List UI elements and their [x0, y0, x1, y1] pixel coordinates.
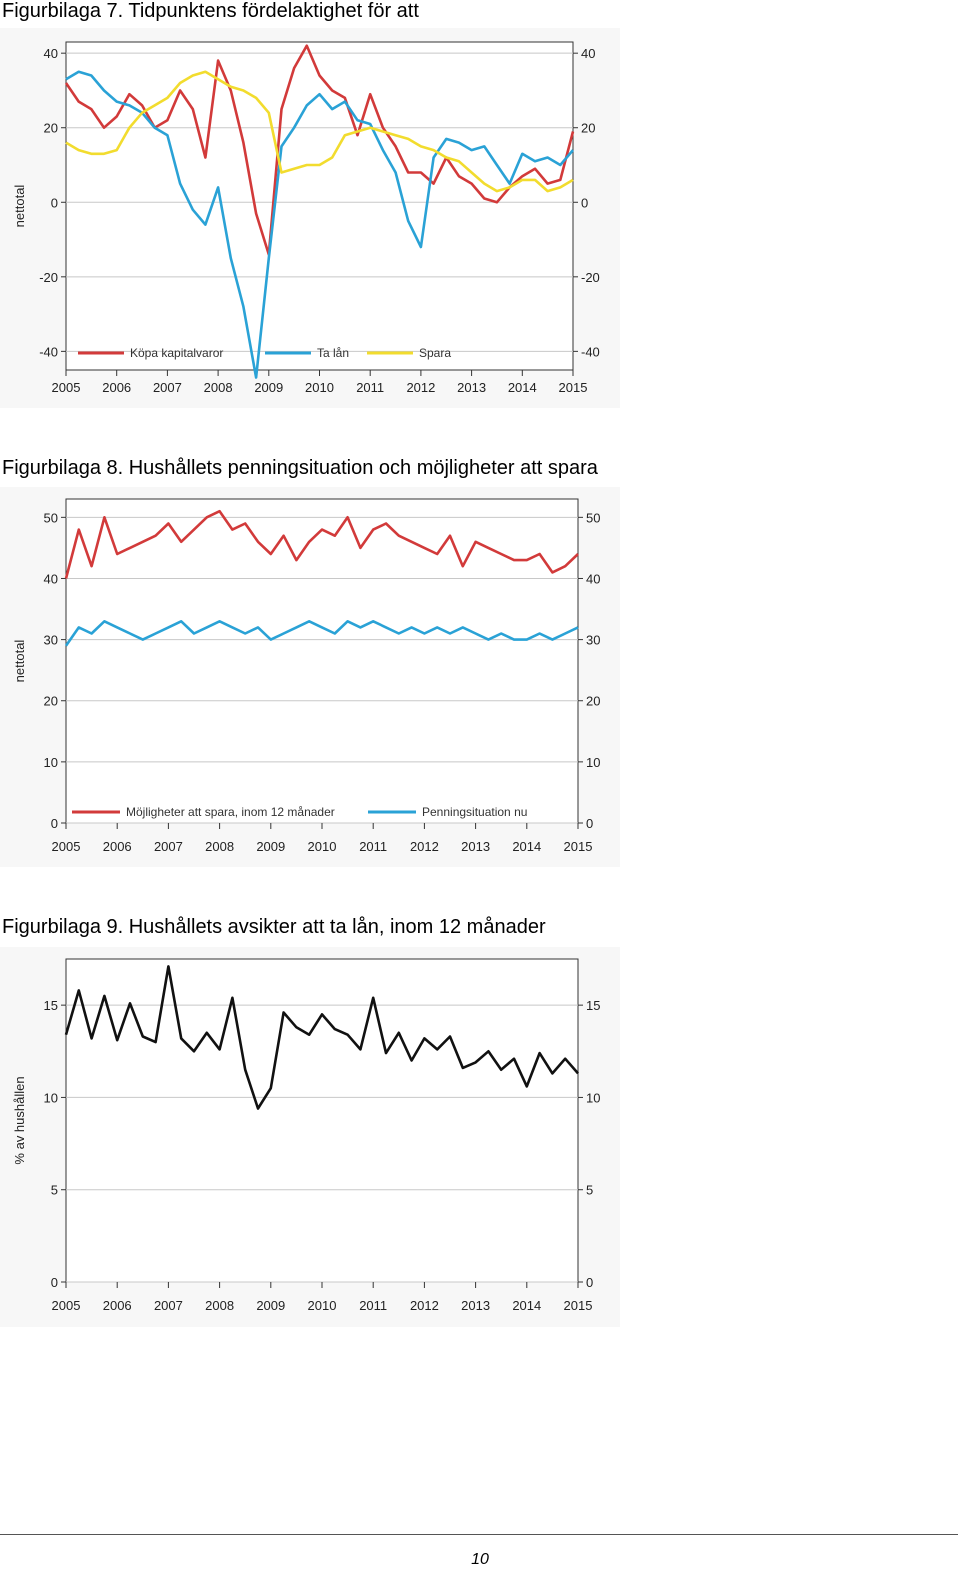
y-tick-label-right: 30	[586, 632, 601, 648]
y-tick-label-left: 0	[50, 1275, 58, 1290]
y-tick-label-left: 15	[43, 998, 58, 1014]
x-tick-label: 2006	[102, 380, 132, 395]
x-tick-label: 2010	[307, 1298, 337, 1313]
y-tick-label-right: 0	[581, 195, 589, 211]
y-tick-label-left: 10	[43, 754, 58, 770]
plot-area	[66, 959, 578, 1282]
y-tick-label-right: 40	[581, 46, 596, 62]
y-tick-label-right: 0	[586, 1275, 594, 1290]
x-tick-label: 2009	[256, 839, 286, 854]
y-tick-label-left: 0	[50, 816, 58, 831]
x-tick-label: 2006	[102, 1298, 132, 1313]
y-tick-label-left: 30	[43, 632, 58, 648]
y-tick-label-left: -40	[39, 344, 58, 360]
x-tick-label: 2014	[507, 380, 537, 395]
y-tick-label-right: 40	[586, 571, 601, 587]
x-tick-label: 2011	[356, 380, 385, 395]
y-tick-label-right: 20	[586, 693, 601, 709]
x-tick-label: 2007	[153, 1298, 183, 1313]
x-tick-label: 2009	[256, 1298, 286, 1313]
x-tick-label: 2013	[461, 839, 491, 854]
y-tick-label-left: 20	[43, 693, 58, 709]
x-tick-label: 2015	[558, 380, 588, 395]
plot-area	[66, 499, 578, 823]
y-tick-label-right: 5	[586, 1182, 594, 1198]
y-tick-label-right: -40	[581, 344, 600, 360]
y-tick-label-right: 10	[586, 754, 601, 770]
x-tick-label: 2015	[563, 1298, 593, 1313]
x-tick-label: 2005	[51, 1298, 81, 1313]
legend-label: Spara	[419, 346, 452, 360]
figure-9-chart	[0, 947, 620, 1327]
x-tick-label: 2012	[409, 839, 439, 854]
x-tick-label: 2007	[152, 380, 182, 395]
figure-8-chart	[0, 487, 620, 867]
x-tick-label: 2006	[102, 839, 132, 854]
figure-7-chart	[0, 28, 620, 408]
y-tick-label-left: 40	[43, 571, 58, 587]
x-tick-label: 2012	[406, 380, 436, 395]
y-tick-label-left: 10	[43, 1090, 58, 1106]
figure-7-title: Figurbilaga 7. Tidpunktens fördelaktighet för att	[2, 0, 419, 22]
y-tick-label-right: 0	[586, 816, 594, 831]
y-axis-label: nettotal	[12, 184, 27, 228]
x-tick-label: 2011	[359, 1298, 388, 1313]
x-tick-label: 2014	[512, 839, 542, 854]
x-tick-label: 2013	[461, 1298, 491, 1313]
x-tick-label: 2010	[305, 380, 334, 395]
plot-area	[66, 42, 573, 370]
y-tick-label-right: -20	[581, 269, 600, 285]
legend-label: Ta lån	[317, 346, 350, 360]
figure-8-title: Figurbilaga 8. Hushållets penningsituation och möjligheter att spara	[2, 457, 598, 479]
page-number: 10	[471, 1551, 489, 1568]
x-tick-label: 2005	[51, 380, 81, 395]
x-tick-label: 2008	[205, 839, 235, 854]
figure-9-title: Figurbilaga 9. Hushållets avsikter att ta lån, inom 12 månader	[2, 916, 546, 938]
y-tick-label-left: 0	[50, 195, 58, 211]
y-tick-label-right: 20	[581, 120, 596, 136]
x-tick-label: 2010	[307, 839, 337, 854]
x-tick-label: 2007	[153, 839, 183, 854]
y-axis-label: % av hushållen	[12, 1076, 27, 1165]
legend-label: Penningsituation nu	[422, 805, 528, 819]
x-tick-label: 2008	[203, 380, 233, 395]
footer-divider	[0, 1534, 958, 1535]
legend-label: Möjligheter att spara, inom 12 månader	[126, 805, 335, 819]
x-tick-label: 2015	[563, 839, 593, 854]
y-tick-label-left: 40	[43, 46, 58, 62]
x-tick-label: 2013	[457, 380, 487, 395]
y-tick-label-right: 50	[586, 510, 601, 526]
y-axis-label: nettotal	[12, 639, 27, 683]
x-tick-label: 2014	[512, 1298, 542, 1313]
x-tick-label: 2009	[254, 380, 284, 395]
x-tick-label: 2012	[409, 1298, 439, 1313]
x-tick-label: 2011	[359, 839, 388, 854]
y-tick-label-right: 10	[586, 1090, 601, 1106]
y-tick-label-right: 15	[586, 998, 601, 1014]
legend-label: Köpa kapitalvaror	[130, 346, 224, 360]
y-tick-label-left: 50	[43, 510, 58, 526]
y-tick-label-left: 20	[43, 120, 58, 136]
x-tick-label: 2005	[51, 839, 81, 854]
y-tick-label-left: 5	[50, 1182, 58, 1198]
x-tick-label: 2008	[205, 1298, 235, 1313]
y-tick-label-left: -20	[39, 269, 58, 285]
